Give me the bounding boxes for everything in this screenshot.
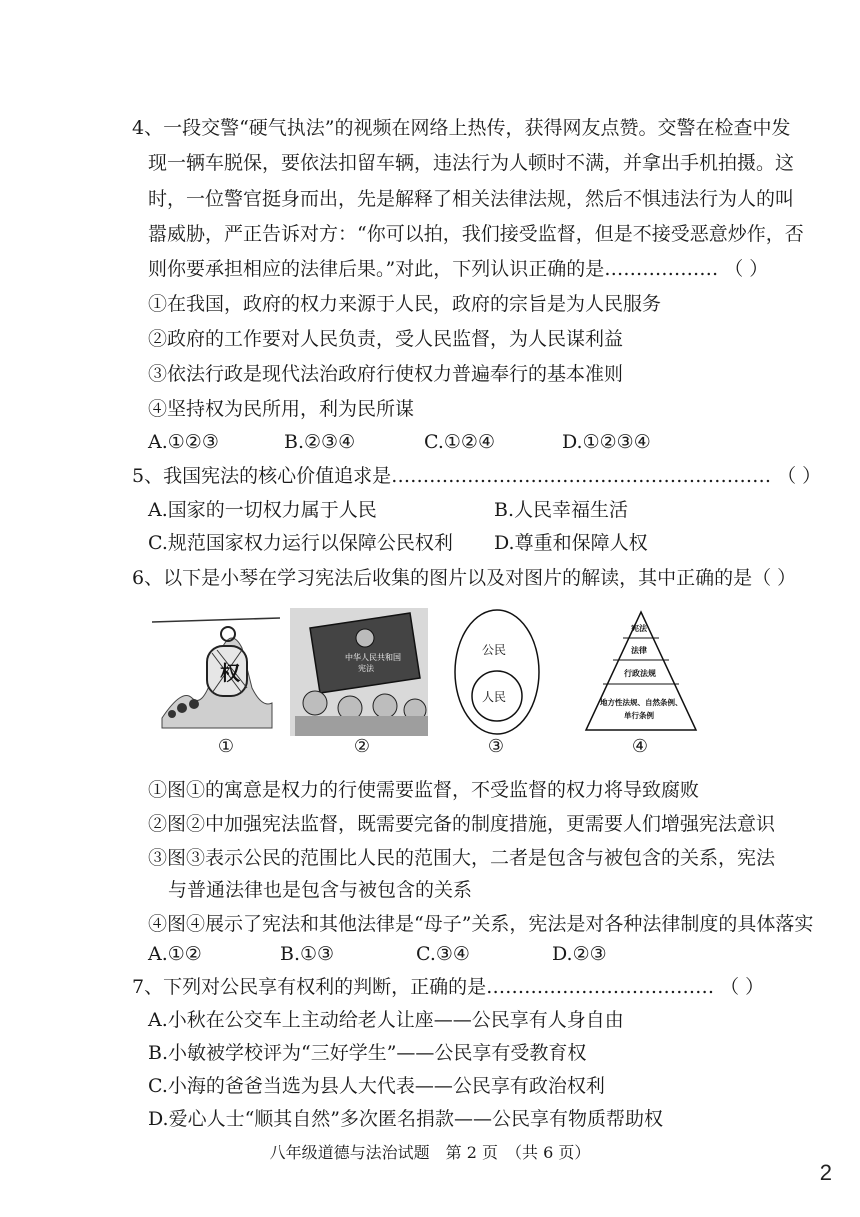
figure-3-outer-label: 公民: [482, 643, 507, 657]
q6-statement-3: ③图③表示公民的范围比人民的范围大，二者是包含与被包含的关系，宪法: [148, 847, 776, 869]
q6-option-c: C.③④: [416, 943, 470, 965]
figure-3-diagram: [452, 608, 542, 736]
q4-option-a: A.①②③: [148, 431, 219, 453]
q7-option-b: B.小敏被学校评为“三好学生”——公民享有受教育权: [148, 1042, 587, 1064]
pyramid-level-constitution: 宪法: [631, 624, 647, 633]
q4-stem-line-2: 现一辆车脱保，要依法扣留车辆，违法行为人顿时不满，并拿出手机拍摄。这: [148, 152, 795, 174]
q6-option-a: A.①②: [148, 943, 202, 965]
q4-statement-2: ②政府的工作要对人民负责，受人民监督，为人民谋利益: [148, 328, 624, 350]
q4-statement-1: ①在我国，政府的权力来源于人民，政府的宗旨是为人民服务: [148, 293, 662, 315]
q4-option-c: C.①②④: [424, 431, 495, 453]
q4-option-b: B.②③④: [284, 431, 356, 453]
figure-3-label: ③: [487, 736, 505, 757]
figure-2-book-title: 中华人民共和国: [345, 653, 401, 662]
q4-statement-3: ③依法行政是现代法治政府行使权力普遍奉行的基本准则: [148, 363, 624, 385]
q5-option-d: D.尊重和保障人权: [494, 532, 648, 554]
q4-option-d: D.①②③④: [562, 431, 651, 453]
q5-option-a: A.国家的一切权力属于人民: [148, 499, 377, 521]
q4-stem-line-1: 4、一段交警“硬气执法”的视频在网络上热传，获得网友点赞。交警在检查中发: [132, 117, 791, 139]
q7-stem: 7、下列对公民享有权利的判断，正确的是……………………………… （ ）: [132, 976, 765, 998]
q6-statement-4: ④图④展示了宪法和其他法律是“母子”关系，宪法是对各种法律制度的具体落实: [148, 913, 814, 935]
q4-stem-line-3: 时，一位警官挺身而出，先是解释了相关法律法规，然后不惧违法行为人的叫: [148, 188, 795, 210]
q7-option-d: D.爱心人士“顺其自然”多次匿名捐款——公民享有物质帮助权: [148, 1108, 664, 1130]
q4-stem-line-5: 则你要承担相应的法律后果。”对此，下列认识正确的是……………… （ ）: [148, 258, 769, 280]
figure-4-illustration: [582, 608, 700, 736]
figure-1-label: ①: [217, 736, 235, 757]
q5-stem: 5、我国宪法的核心价值追求是…………………………………………………… （ ）: [132, 465, 822, 487]
q6-statement-3-cont: 与普通法律也是包含与被包含的关系: [168, 879, 473, 901]
q6-statement-2: ②图②中加强宪法监督，既需要完备的制度措施，更需要人们增强宪法意识: [148, 813, 776, 835]
q6-stem: 6、以下是小琴在学习宪法后收集的图片以及对图片的解读，其中正确的是（ ）: [132, 567, 797, 589]
q5-option-c: C.规范国家权力运行以保障公民权利: [148, 532, 453, 554]
figure-4-pyramid: [582, 608, 700, 736]
pyramid-level-local-regulation: 地方性法规、自然条例、: [600, 698, 683, 707]
q7-option-a: A.小秋在公交车上主动给老人让座——公民享有人身自由: [148, 1009, 624, 1031]
figure-2-label: ②: [353, 736, 371, 757]
figure-4-label: ④: [631, 736, 649, 757]
q7-option-c: C.小海的爸爸当选为县人大代表——公民享有政治权利: [148, 1075, 605, 1097]
page-footer: 八年级道德与法治试题 第 2 页 （共 6 页）: [269, 1143, 591, 1162]
q4-stem-line-4: 嚣威胁，严正告诉对方：“你可以拍，我们接受监督，但是不接受恶意炒作，否: [148, 223, 804, 245]
figure-3-inner-label: 人民: [482, 690, 507, 704]
q6-statement-1: ①图①的寓意是权力的行使需要监督，不受监督的权力将导致腐败: [148, 779, 700, 801]
pyramid-level-admin-regulation: 行政法规: [624, 669, 656, 678]
page-number: 2: [819, 1160, 832, 1185]
figure-3-illustration: [452, 608, 542, 736]
q6-option-d: D.②③: [552, 943, 607, 965]
figure-1-power-character: 权: [220, 661, 240, 685]
q4-statement-4: ④坚持权为民所用，利为民所谋: [148, 398, 415, 420]
figure-2-book-subtitle: 宪法: [358, 664, 374, 673]
figure-1-illustration: [152, 608, 280, 736]
figure-1-cartoon: [152, 608, 280, 736]
pyramid-level-law: 法律: [631, 646, 647, 655]
q6-option-b: B.①③: [280, 943, 335, 965]
figure-2-illustration: [290, 608, 428, 736]
figure-2-cartoon: [290, 608, 428, 736]
q5-option-b: B.人民幸福生活: [494, 499, 629, 521]
pyramid-level-separate-regulation: 单行条例: [624, 711, 654, 720]
